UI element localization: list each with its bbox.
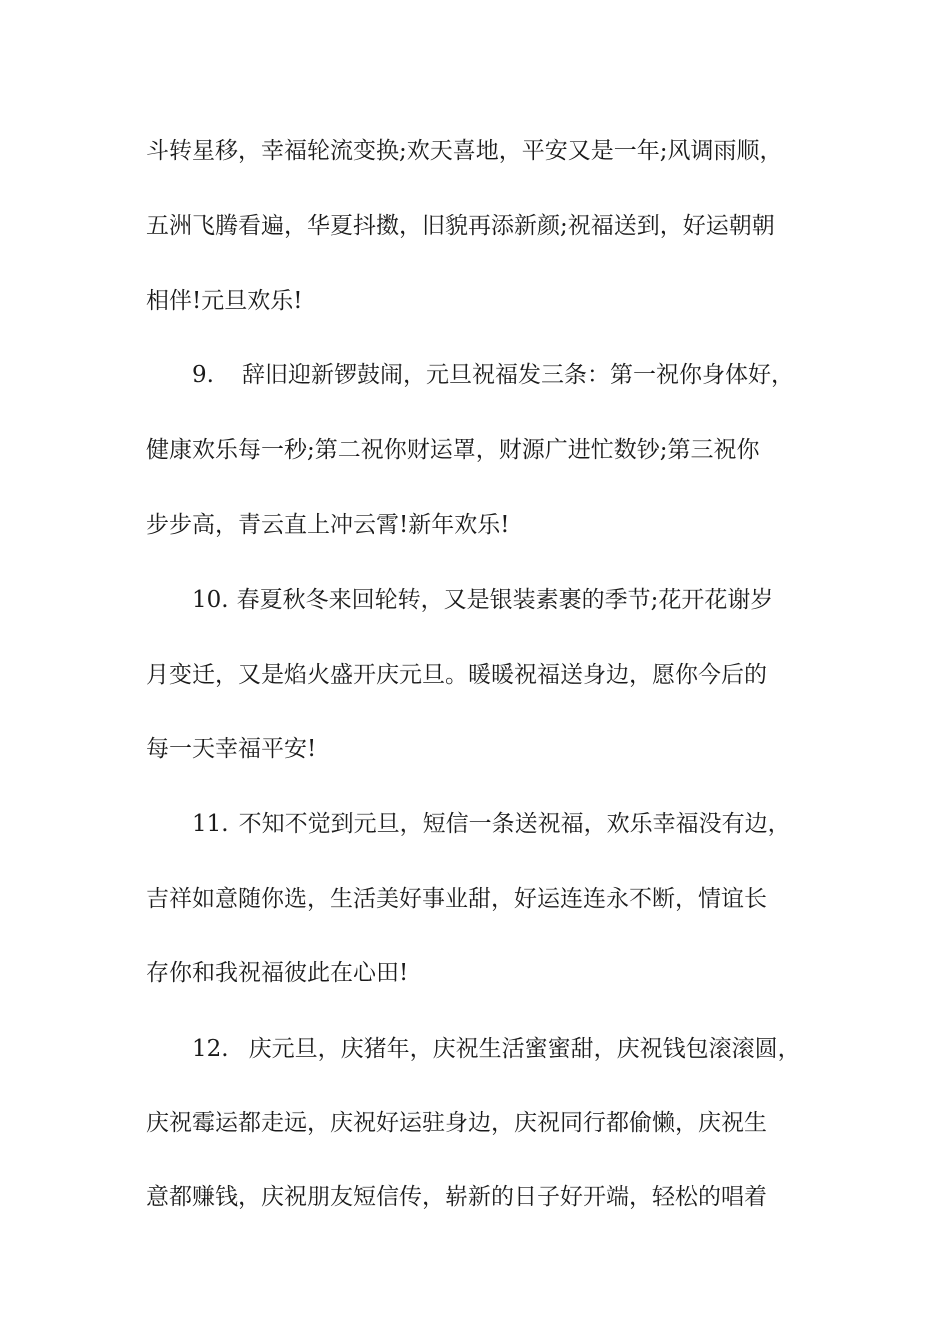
paragraph-line: 吉祥如意随你选，生活美好事业甜，好运连连永不断，情谊长 [146, 886, 767, 912]
paragraph-line: 意都赚钱，庆祝朋友短信传，崭新的日子好开端，轻松的唱着 [146, 1184, 767, 1210]
paragraph-line: 存你和我祝福彼此在心田! [146, 960, 409, 986]
list-item-text: 不知不觉到元旦，短信一条送祝福，欢乐幸福没有边， [238, 811, 791, 837]
paragraph-line: 月变迁，又是焰火盛开庆元旦。暖暖祝福送身边，愿你今后的 [146, 662, 767, 688]
list-item-number: 11. [192, 811, 229, 837]
paragraph-line: 五洲飞腾看遍，华夏抖擞，旧貌再添新颜;祝福送到，好运朝朝 [146, 213, 775, 239]
list-item-number: 10. [192, 587, 229, 613]
list-item-11-first-line [192, 809, 791, 839]
list-item-text: 春夏秋冬来回轮转，又是银装素裹的季节;花开花谢岁 [236, 587, 774, 613]
list-item-text: 辞旧迎新锣鼓闹，元旦祝福发三条：第一祝你身体好， [241, 362, 794, 388]
paragraph-line: 步步高，青云直上冲云霄!新年欢乐! [146, 512, 510, 538]
paragraph-line: 庆祝霉运都走远，庆祝好运驻身边，庆祝同行都偷懒，庆祝生 [146, 1110, 767, 1136]
list-item-10-first-line [192, 585, 773, 615]
paragraph-line: 相伴!元旦欢乐! [146, 288, 303, 314]
list-item-number: 12. [192, 1036, 229, 1062]
paragraph-line: 斗转星移，幸福轮流变换;欢天喜地，平安又是一年;风调雨顺， [146, 138, 783, 164]
list-item-9-first-line [192, 360, 794, 390]
paragraph-line: 健康欢乐每一秒;第二祝你财运罩，财源广进忙数钞;第三祝你 [146, 437, 760, 463]
list-item-text: 庆元旦，庆猪年，庆祝生活蜜蜜甜，庆祝钱包滚滚圆， [248, 1036, 801, 1062]
paragraph-line: 每一天幸福平安! [146, 736, 317, 762]
list-item-number: 9. [192, 362, 214, 388]
list-item-12-first-line [192, 1034, 801, 1064]
